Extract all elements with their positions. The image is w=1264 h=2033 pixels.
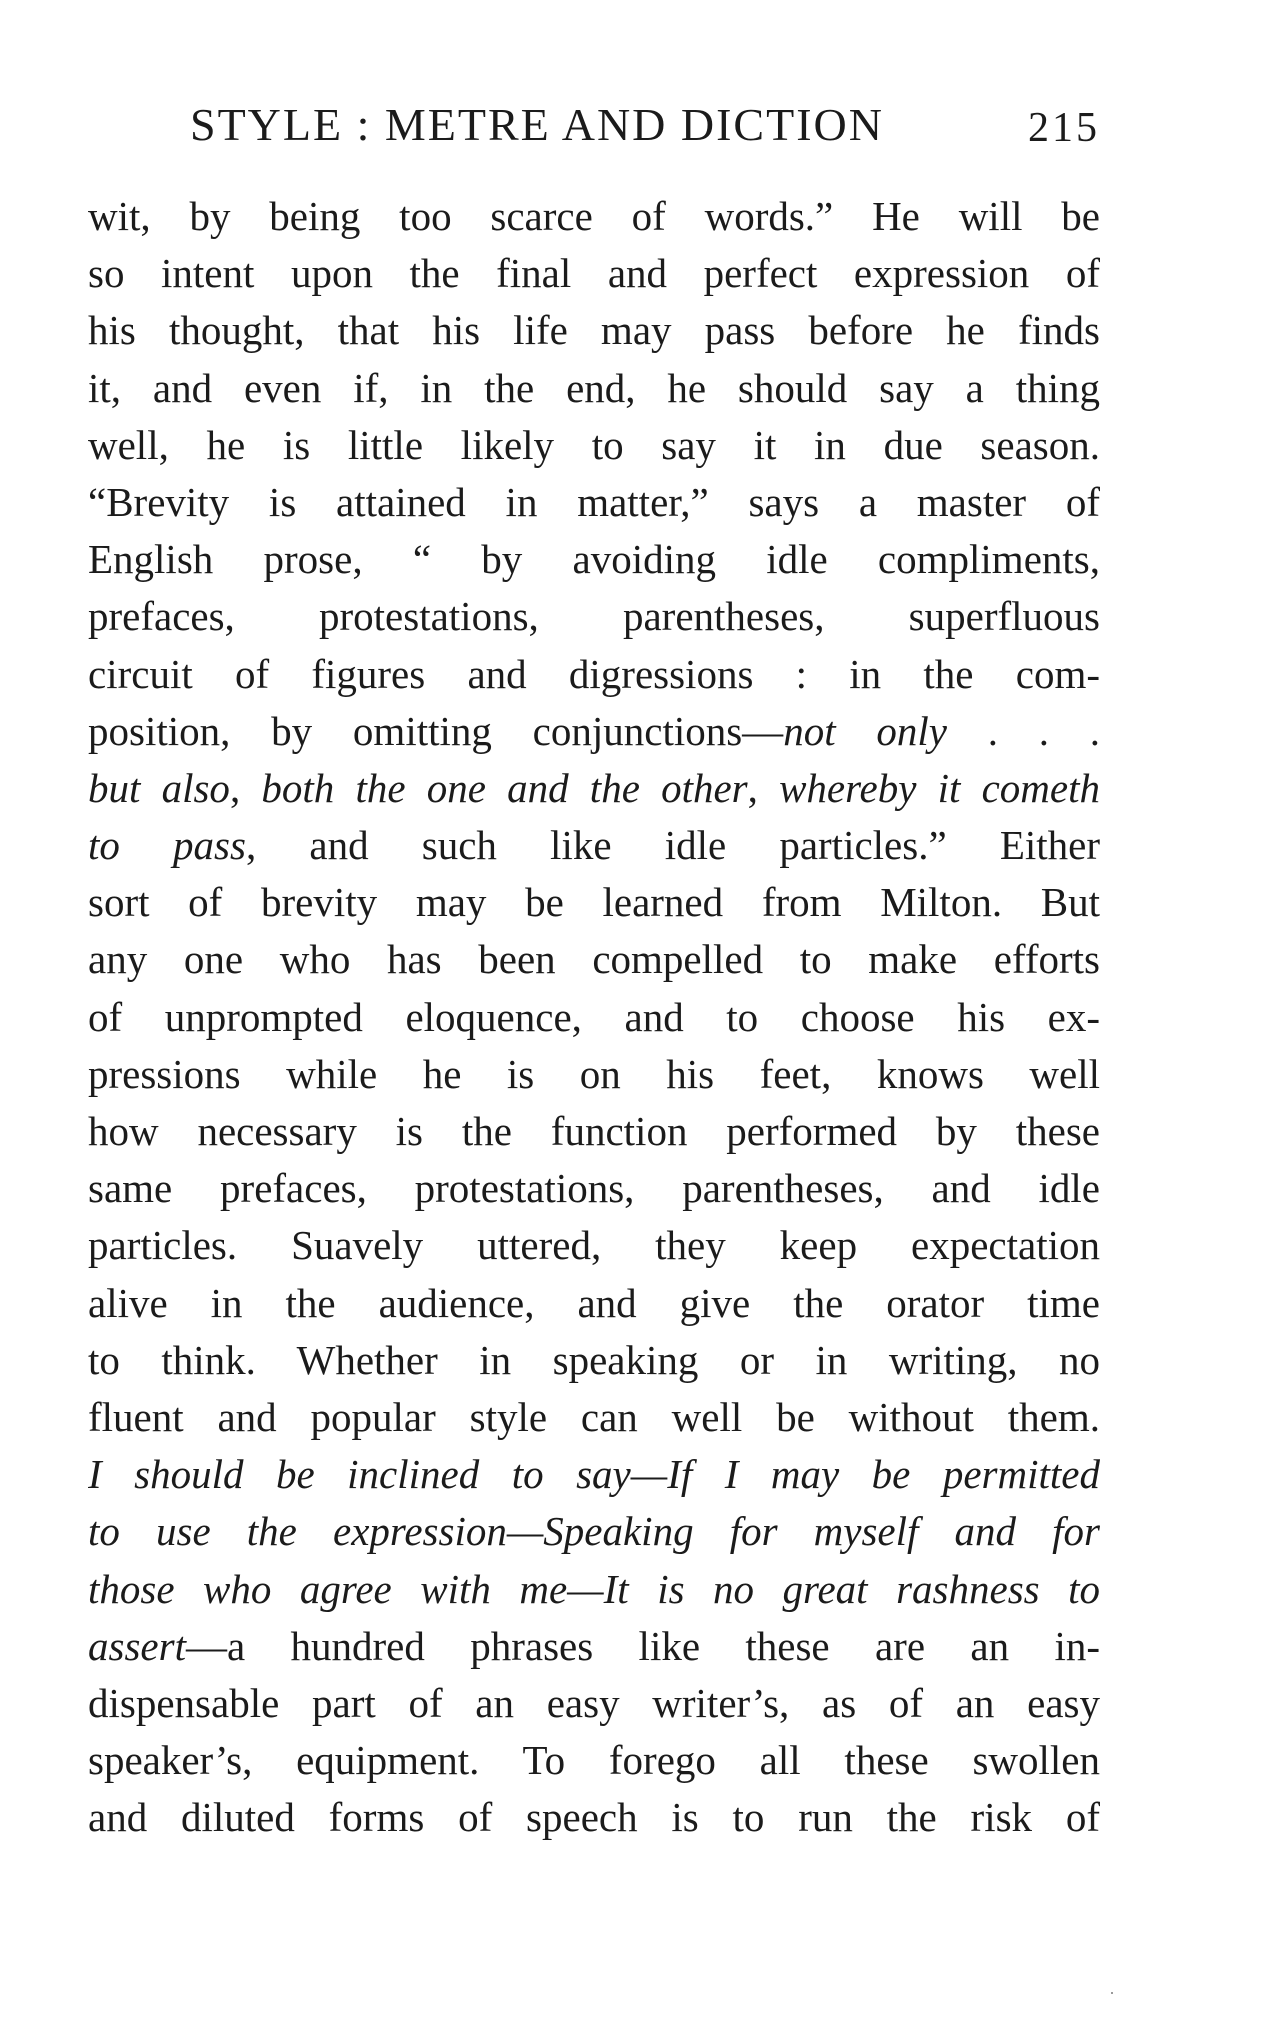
text-line (88, 360, 1100, 417)
text-line (88, 1446, 1100, 1503)
text-segment: fluent and popular style can well be without them. (88, 1393, 1100, 1440)
stray-print-mark (1111, 1992, 1113, 1994)
page-number: 215 (1028, 105, 1100, 151)
text-line (88, 646, 1100, 703)
italic-text-segment: I should be inclined to say—If I may be permitted (88, 1451, 1100, 1498)
text-line (88, 1046, 1100, 1103)
text-line (88, 1789, 1100, 1846)
text-segment: dispensable part of an easy writer’s, as of an easy (88, 1679, 1100, 1726)
text-segment: so intent upon the final and perfect expression of (88, 250, 1100, 297)
text-segment: “Brevity is attained in matter,” says a master of (88, 478, 1100, 525)
text-segment: . . . (946, 707, 1100, 754)
text-line (88, 588, 1100, 645)
text-line (88, 874, 1100, 931)
text-segment: well, he is little likely to say it in due season. (88, 421, 1100, 468)
text-line (88, 817, 1100, 874)
text-line (88, 1217, 1100, 1274)
text-line (88, 1618, 1100, 1675)
text-line (88, 989, 1100, 1046)
running-head (190, 98, 1100, 158)
text-line (88, 302, 1100, 359)
text-line (88, 1503, 1100, 1560)
body-text (88, 188, 1100, 1846)
text-segment: prefaces, protestations, parentheses, superfluous (88, 593, 1100, 640)
text-line (88, 417, 1100, 474)
text-segment: , and such like idle particles.” Either (245, 822, 1100, 869)
text-line (88, 931, 1100, 988)
text-line (88, 245, 1100, 302)
text-line (88, 474, 1100, 531)
text-line (88, 1561, 1100, 1618)
text-line (88, 531, 1100, 588)
italic-text-segment: those who agree with me—It is no great rashness to (88, 1565, 1100, 1612)
text-segment: same prefaces, protestations, parentheses, and idle (88, 1165, 1100, 1212)
text-line (88, 1332, 1100, 1389)
italic-text-segment: whereby it cometh (779, 764, 1100, 811)
text-segment: it, and even if, in the end, he should say a thing (88, 364, 1100, 411)
text-segment: of unprompted eloquence, and to choose his ex- (88, 993, 1100, 1040)
text-line (88, 760, 1100, 817)
text-segment: wit, by being too scarce of words.” He will be (88, 193, 1100, 239)
text-segment: English prose, “ by avoiding idle compliments, (88, 536, 1100, 583)
text-segment: to think. Whether in speaking or in writing, no (88, 1336, 1100, 1383)
text-segment: , (747, 764, 780, 811)
text-segment: his thought, that his life may pass before he finds (88, 307, 1100, 354)
italic-text-segment: assert (88, 1622, 186, 1669)
italic-text-segment: but also (88, 764, 230, 811)
text-segment: circuit of figures and digressions : in the com- (88, 650, 1100, 697)
italic-text-segment: both the one and the other (261, 764, 748, 811)
italic-text-segment: to pass (88, 822, 246, 869)
italic-text-segment: to use the expression—Speaking for myself and for (88, 1508, 1100, 1555)
text-line (88, 1103, 1100, 1160)
text-segment: position, by omitting conjunctions— (88, 707, 784, 754)
text-segment: sort of brevity may be learned from Milton. But (88, 879, 1100, 926)
italic-text-segment: not only (783, 707, 947, 754)
text-segment: —a hundred phrases like these are an in- (185, 1622, 1100, 1669)
text-line (88, 1675, 1100, 1732)
text-segment: pressions while he is on his feet, knows well (88, 1050, 1100, 1097)
text-line (88, 188, 1100, 245)
text-segment: any one who has been compelled to make efforts (88, 936, 1100, 983)
text-line (88, 1160, 1100, 1217)
text-line (88, 1732, 1100, 1789)
running-title: STYLE : METRE AND DICTION (190, 99, 884, 150)
text-segment: and diluted forms of speech is to run the risk of (88, 1794, 1100, 1841)
text-line (88, 1389, 1100, 1446)
text-segment: particles. Suavely uttered, they keep expectation (88, 1222, 1100, 1269)
text-segment: alive in the audience, and give the orator time (88, 1279, 1100, 1326)
text-line (88, 1275, 1100, 1332)
text-segment: speaker’s, equipment. To forego all these swollen (88, 1737, 1100, 1784)
text-segment: how necessary is the function performed by these (88, 1108, 1100, 1154)
text-line (88, 703, 1100, 760)
text-segment: , (229, 764, 262, 811)
